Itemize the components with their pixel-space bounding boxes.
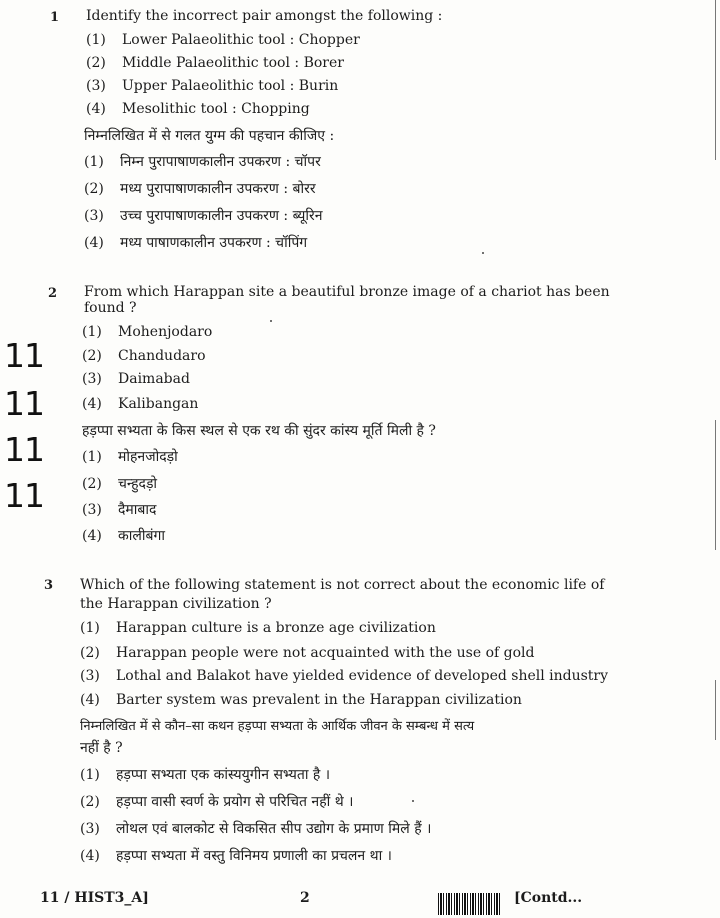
q1-option-hi-2 <box>84 179 316 198</box>
barcode <box>438 893 500 915</box>
option-number: (4) <box>82 528 102 544</box>
q3-option-hi-2 <box>80 792 353 811</box>
q3-option-hi-1 <box>80 765 330 784</box>
q3-option-en-2 <box>80 645 535 661</box>
margin-mark: 11 <box>4 384 44 423</box>
scan-speck <box>482 252 484 254</box>
option-number: (2) <box>82 348 102 364</box>
scan-speck <box>412 800 414 802</box>
option-number: (1) <box>80 620 100 636</box>
option-text: Barter system was prevalent in the Harappan civilization <box>116 692 522 708</box>
q1-option-en-1 <box>86 32 360 48</box>
option-number: (4) <box>80 848 100 864</box>
option-number: (4) <box>86 101 106 117</box>
q3-option-en-1 <box>80 620 436 636</box>
option-text: Harappan people were not acquainted with the use of gold <box>116 645 535 661</box>
question-2-number: 2 <box>48 286 58 301</box>
option-text: Chandudaro <box>118 348 206 364</box>
q1-option-hi-1 <box>84 152 321 171</box>
option-text: Lothal and Balakot have yielded evidence of developed shell industry <box>116 668 609 684</box>
option-text: हड़प्पा वासी स्वर्ण के प्रयोग से परिचित नहीं थे । <box>116 794 354 810</box>
option-number: (3) <box>86 78 106 94</box>
scan-edge-line <box>715 0 716 160</box>
question-1-english: Identify the incorrect pair amongst the following : <box>86 8 443 24</box>
margin-mark: 11 <box>4 430 44 469</box>
q1-option-hi-4 <box>84 233 307 252</box>
question-2-hindi: हड़प्पा सभ्यता के किस स्थल से एक रथ की सुंदर कांस्य मूर्ति मिली है ? <box>82 423 436 439</box>
option-text: लोथल एवं बालकोट से विकसित सीप उद्योग के प्रमाण मिले हैं । <box>116 821 432 837</box>
q2-option-en-3 <box>82 371 190 387</box>
option-number: (3) <box>84 208 104 224</box>
margin-mark: 11 <box>4 476 44 515</box>
question-3-hindi-line1: निम्नलिखित में से कौन–सा कथन हड़प्पा सभ्यता के आर्थिक जीवन के सम्बन्ध में सत्य <box>80 719 475 734</box>
option-number: (3) <box>82 371 102 387</box>
option-text: मध्य पाषाणकालीन उपकरण : चॉपिंग <box>120 235 308 251</box>
option-text: हड़प्पा सभ्यता एक कांस्ययुगीन सभ्यता है । <box>116 767 331 783</box>
option-number: (2) <box>80 645 100 661</box>
question-3-english-line2: the Harappan civilization ? <box>80 596 272 612</box>
option-text: Daimabad <box>118 371 190 387</box>
option-number: (1) <box>80 767 100 783</box>
question-2-english-line1: From which Harappan site a beautiful bronze image of a chariot has been <box>84 284 610 300</box>
scan-edge-line <box>715 680 716 740</box>
option-text: उच्च पुरापाषाणकालीन उपकरण : ब्यूरिन <box>120 208 323 224</box>
footer-page-number: 2 <box>300 890 310 906</box>
question-3-number: 3 <box>44 578 54 593</box>
q3-option-en-3 <box>80 668 608 684</box>
option-text: मोहनजोदड़ो <box>118 449 178 465</box>
question-3-hindi-line2: नहीं है ? <box>80 740 123 756</box>
q2-option-en-2 <box>82 348 206 364</box>
option-number: (4) <box>80 692 100 708</box>
option-text: निम्न पुरापाषाणकालीन उपकरण : चॉपर <box>120 154 321 170</box>
q2-option-hi-2 <box>82 474 157 493</box>
option-number: (1) <box>82 449 102 465</box>
q3-option-hi-3 <box>80 819 431 838</box>
option-text: हड़प्पा सभ्यता में वस्तु विनिमय प्रणाली का प्रचलन था । <box>116 848 392 864</box>
q2-option-hi-4 <box>82 526 165 545</box>
option-number: (1) <box>82 324 102 340</box>
option-text: कालीबंगा <box>118 528 165 544</box>
option-number: (1) <box>84 154 104 170</box>
option-text: Lower Palaeolithic tool : Chopper <box>122 32 360 48</box>
option-number: (2) <box>80 794 100 810</box>
option-number: (2) <box>84 181 104 197</box>
option-text: Upper Palaeolithic tool : Burin <box>122 78 339 94</box>
option-text: दैमाबाद <box>118 502 157 518</box>
question-1-number: 1 <box>50 10 60 25</box>
option-text: Middle Palaeolithic tool : Borer <box>122 55 344 71</box>
margin-mark: 11 <box>4 336 44 375</box>
option-text: Mesolithic tool : Chopping <box>122 101 310 117</box>
option-text: चन्हुदड़ो <box>118 476 158 492</box>
q1-option-hi-3 <box>84 206 323 225</box>
option-number: (2) <box>82 476 102 492</box>
q1-option-en-2 <box>86 55 344 71</box>
option-number: (1) <box>86 32 106 48</box>
q3-option-hi-4 <box>80 846 392 865</box>
option-text: मध्य पुरापाषाणकालीन उपकरण : बोरर <box>120 181 316 197</box>
question-3-english-line1: Which of the following statement is not correct about the economic life of <box>80 577 605 593</box>
option-number: (2) <box>86 55 106 71</box>
q2-option-hi-1 <box>82 447 178 466</box>
option-number: (4) <box>84 235 104 251</box>
scan-speck <box>270 320 272 322</box>
q1-option-en-4 <box>86 101 310 117</box>
q2-option-hi-3 <box>82 500 157 519</box>
option-text: Harappan culture is a bronze age civilization <box>116 620 436 636</box>
option-number: (3) <box>80 668 100 684</box>
q2-option-en-4 <box>82 396 198 412</box>
q3-option-en-4 <box>80 692 522 708</box>
option-number: (4) <box>82 396 102 412</box>
q1-option-en-3 <box>86 78 338 94</box>
option-text: Mohenjodaro <box>118 324 213 340</box>
option-text: Kalibangan <box>118 396 199 412</box>
footer-contd: [Contd... <box>514 890 583 906</box>
footer-paper-code: 11 / HIST3_A] <box>40 890 149 906</box>
option-number: (3) <box>80 821 100 837</box>
q2-option-en-1 <box>82 324 212 340</box>
question-2-english-line2: found ? <box>84 300 137 316</box>
scan-edge-line <box>715 420 716 550</box>
question-1-hindi: निम्नलिखित में से गलत युग्म की पहचान कीजिए : <box>84 128 335 144</box>
option-number: (3) <box>82 502 102 518</box>
